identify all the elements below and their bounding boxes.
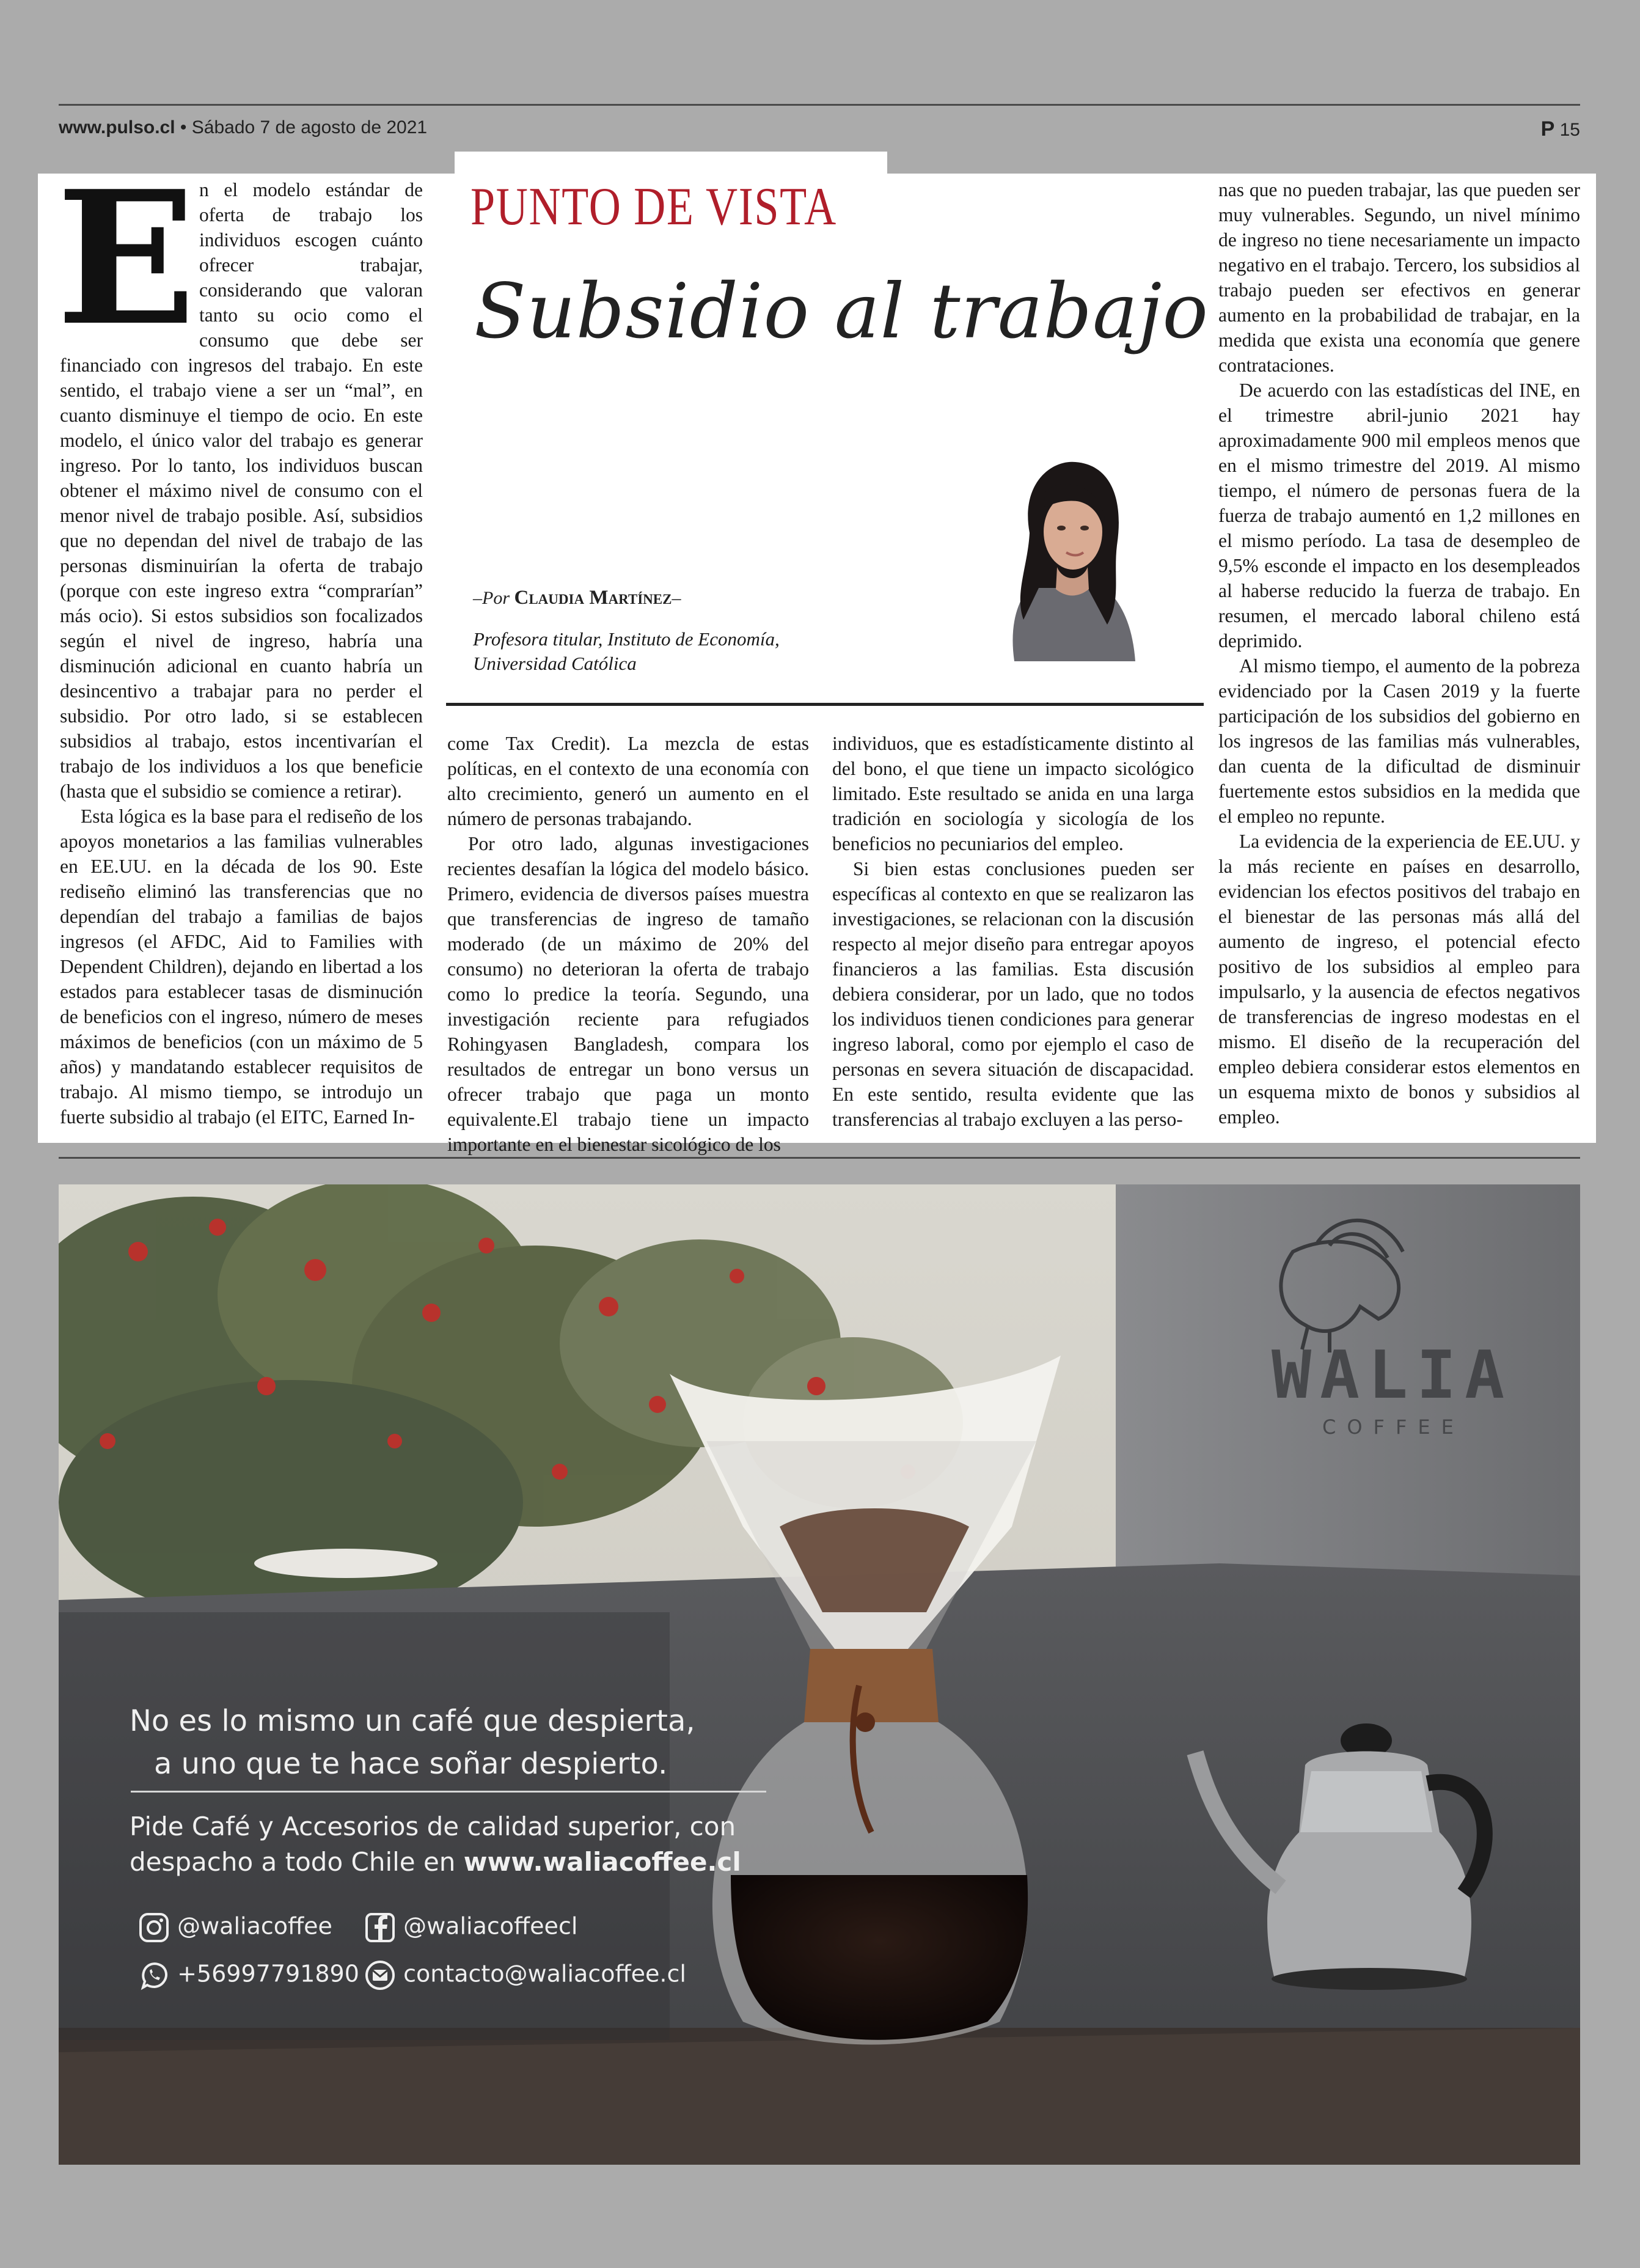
- masthead-left: [59, 117, 427, 138]
- title-separator: [446, 703, 1204, 706]
- whatsapp-icon: [138, 1959, 170, 1991]
- top-rule: [59, 104, 1580, 106]
- facebook-contact[interactable]: [364, 1912, 577, 1943]
- ad-divider: [131, 1791, 766, 1793]
- facebook-icon: [364, 1912, 396, 1943]
- instagram-contact[interactable]: [138, 1912, 332, 1943]
- masthead: [59, 117, 1580, 147]
- paragraph: Al mismo tiempo, el aumento de la pobreza evidenciado por la Casen 2019 y la fuerte participación de los subsidios del gobierno en los ingresos de las familias más vulnerables, dan cuenta de la dificultad de disminuir fuertemente estos subsidios en la medida que el empleo no repunte.: [1218, 655, 1580, 827]
- section-kicker: PUNTO DE VISTA: [470, 177, 837, 237]
- paragraph: De acuerdo con las estadísticas del INE, en el trimestre abril-junio 2021 hay aproximadamente 900 mil empleos menos que en el mismo trimestre del 2019. Al mismo tiempo, el número de personas fuera de la fuerza de trabajo aumentó en 1,2 millones en el mismo período. La tasa de desempleo de 9,5% esconde el impacto en los desempleados al haberse reducido la fuerza de trabajo. En resumen, el mercado laboral chileno está deprimido.: [1218, 380, 1580, 651]
- paragraph: Por otro lado, algunas investigaciones recientes desafían la lógica del modelo básico. Primero, evidencia de diversos países muestra que transferencias de ingreso de tamaño moderado (de un máximo de 20% del consumo) no deterioran la oferta de trabajo como lo predice la teoría. Segundo, una investigación reciente para refugiados Rohingyasen Bangladesh, compara los resultados de entregar un bono versus un ofrecer trabajo que paga un monto equivalente.El trabajo tiene un impacto importante en el bienestar sicológico de los: [447, 833, 809, 1155]
- drop-cap: E: [56, 150, 196, 366]
- instagram-icon: [138, 1912, 170, 1943]
- ad-cta-line-1: Pide Café y Accesorios de calidad superior, con: [130, 1811, 736, 1841]
- email-icon: [364, 1959, 396, 1991]
- byline-suffix: –: [672, 588, 681, 608]
- page-number: 15: [1559, 120, 1580, 140]
- page-marker: [1541, 117, 1580, 141]
- section-letter: P: [1540, 117, 1555, 141]
- instagram-handle: @waliacoffee: [177, 1912, 332, 1940]
- email-address: contacto@waliacoffee.cl: [403, 1960, 686, 1987]
- brand-name: WALIA: [1272, 1337, 1514, 1414]
- paragraph: come Tax Credit). La mezcla de estas políticas, en el contexto de una economía con alto crecimiento, generó un aumento en el número de personas trabajando.: [447, 733, 809, 829]
- article-title: Subsidio al trabajo: [474, 268, 1209, 356]
- brand-subtitle: COFFEE: [1322, 1415, 1465, 1439]
- ad-slogan-line-1: No es lo mismo un café que despierta,: [130, 1704, 695, 1738]
- article-column-4: [1218, 177, 1580, 1129]
- walia-coffee-ad[interactable]: [59, 1184, 1580, 2165]
- article-panel-header: [455, 152, 887, 176]
- author-role: Profesora titular, Instituto de Economía, Universidad Católica: [473, 628, 780, 674]
- article-column-3: [832, 731, 1194, 1132]
- ad-cta-line-2: [130, 1847, 741, 1877]
- ad-website-link[interactable]: www.waliacoffee.cl: [463, 1847, 741, 1877]
- author-photo: [972, 460, 1149, 661]
- byline: [473, 587, 681, 609]
- issue-date: • Sábado 7 de agosto de 2021: [180, 117, 428, 138]
- site-url[interactable]: www.pulso.cl: [59, 117, 175, 138]
- author-portrait-illustration: [972, 460, 1149, 661]
- whatsapp-number: +56997791890: [177, 1960, 359, 1987]
- article-column-2: [447, 731, 809, 1157]
- bottom-rule: [59, 1157, 1580, 1159]
- byline-prefix: –Por: [473, 588, 510, 608]
- ad-photo-illustration: [59, 1184, 1580, 2165]
- article-column-1: [56, 150, 423, 1129]
- paragraph: Esta lógica es la base para el rediseño de los apoyos monetarios a las familias vulnerables en EE.UU. en la década de los 90. Este rediseño eliminó las transferencias que no dependían del trabajo a familias de bajos ingresos (el AFDC, Aid to Families with Dependent Children), dejando en libertad a los estados para establecer tasas de disminución de beneficios con el ingreso, número de meses máximos de beneficios (con un máximo de 5 años) y mandatando establecer requisitos de trabajo. Al mismo tiempo, se introdujo un fuerte subsidio al trabajo (el EITC, Earned In-: [60, 806, 423, 1128]
- email-contact[interactable]: [364, 1959, 686, 1991]
- paragraph: n el modelo estándar de oferta de trabajo los individuos escogen cuánto ofrecer trabajar, considerando que valoran tanto su ocio como el consumo que debe ser financiado con ingresos del trabajo. En este sentido, el trabajo viene a ser un “mal”, en cuanto disminuye el tiempo de ocio. En este modelo, el único valor del trabajo es generar ingreso. Por lo tanto, los individuos buscan obtener el máximo nivel de consumo con el menor nivel de trabajo posible. Así, subsidios que no dependan del nivel de trabajo de las personas disminuirían la oferta de trabajo (porque con este ingreso extra “comprarían” más ocio). Si estos subsidios son focalizados según el nivel de ingreso, habría una disminución adicional en cuanto habría un desincentivo a trabajar para no perder el subsidio. Por otro lado, si se establecen subsidios al trabajo, estos incentivarían el trabajo de los individuos a los que beneficie (hasta que el subsidio se comience a retirar).: [60, 179, 423, 802]
- ad-slogan-line-2: a uno que te hace soñar despierto.: [154, 1747, 668, 1781]
- author-name: Claudia Martínez: [514, 587, 672, 609]
- paragraph: Si bien estas conclusiones pueden ser específicas al contexto en que se realizaron las investigaciones, se relacionan con la discusión respecto al mejor diseño para entregar apoyos financieros a las familias. Esta discusión debiera considerar, por un lado, que no todos los individuos tienen condiciones para generar ingreso laboral, como por ejemplo el caso de personas en severa situación de discapacidad. En este sentido, resulta evidente que las transferencias al trabajo excluyen a las perso-: [832, 858, 1194, 1130]
- paragraph: individuos, que es estadísticamente distinto al del bono, el que tiene un impacto sicológico limitado. Este resultado se anida en una larga tradición en sociología y sicología de los beneficios no pecuniarios del empleo.: [832, 733, 1194, 854]
- paragraph: La evidencia de la experiencia de EE.UU. y la más reciente en países en desarrollo, evidencian los efectos positivos del trabajo en el bienestar de las personas más allá del aumento de ingreso, el potencial efecto positivo de los subsidios al empleo para impulsarlo, y la ausencia de efectos negativos de transferencias de ingreso modestas en el mismo. El diseño de la recuperación del empleo debiera considerar estos elementos en un esquema mixto de bonos y subsidios al empleo.: [1218, 831, 1580, 1128]
- paragraph: nas que no pueden trabajar, las que pueden ser muy vulnerables. Segundo, un nivel mínimo de ingreso no tiene necesariamente un impacto negativo en el trabajo. Tercero, los subsidios al trabajo pueden ser efectivos en generar aumento en la probabilidad de trabajar, en la medida que exista una economía que genere contrataciones.: [1218, 179, 1580, 376]
- facebook-handle: @waliacoffeecl: [403, 1912, 578, 1940]
- ad-cta-prefix: despacho a todo Chile en: [130, 1847, 464, 1877]
- whatsapp-contact[interactable]: [138, 1959, 359, 1991]
